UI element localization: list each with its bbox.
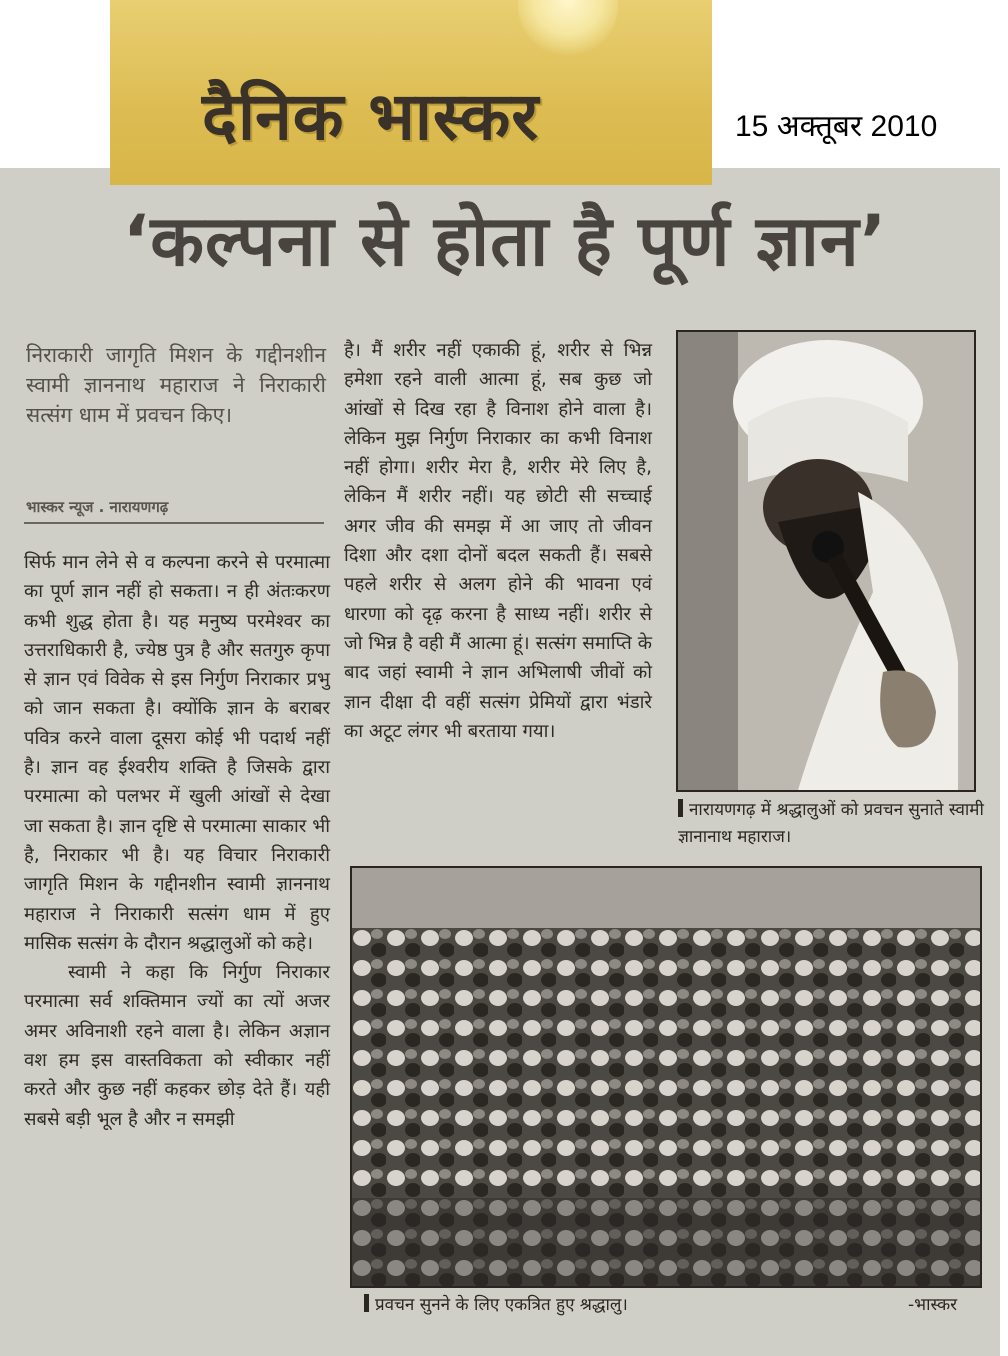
article-intro: निराकारी जागृति मिशन के गद्दीनशीन स्वामी ज्ञाननाथ महाराज ने निराकारी सत्संग धाम में प्रवचन किए। bbox=[26, 343, 326, 427]
article-column-1 bbox=[24, 548, 330, 1134]
swami-photo-caption bbox=[678, 797, 988, 851]
masthead-sun-graphic bbox=[518, 0, 618, 56]
column-1-paragraph-2: स्वामी ने कहा कि निर्गुण निराकार परमात्मा सर्व शक्तिमान ज्यों का त्यों अजर अमर अविनाशी रहने वाला है। लेकिन अज्ञान वश हम इस वास्तविकता को स्वीकार नहीं करते और कुछ नहीं कहकर छोड़ देते हैं। यही सबसे बड़ी भूल है और न समझी bbox=[24, 962, 330, 1130]
caption-marker bbox=[678, 799, 683, 817]
photo-credit: -भास्कर bbox=[908, 1295, 958, 1315]
masthead-title: दैनिक भास्कर bbox=[202, 78, 540, 155]
crowd-caption-text: प्रवचन सुनने के लिए एकत्रित हुए श्रद्धालु। bbox=[375, 1295, 628, 1315]
swami-photo bbox=[676, 330, 976, 792]
article-column-2 bbox=[344, 336, 652, 746]
headline: ‘कल्पना से होता है पूर्ण ज्ञान’ bbox=[122, 200, 888, 282]
masthead bbox=[110, 0, 712, 185]
publication-date: 15 अक्तूबर 2010 bbox=[735, 110, 938, 143]
byline-divider bbox=[24, 522, 324, 524]
column-1-paragraph-1: सिर्फ मान लेने से व कल्पना करने से परमात्मा का पूर्ण ज्ञान नहीं हो सकता। न ही अंतःकरण कभी शुद्ध होता है। यह मनुष्य परमेश्वर का उत्तराधिकारी है, ज्येष्ठ पुत्र है और सतगुरु कृपा से ज्ञान एवं विवेक से इस निर्गुण निराकार प्रभु को जान सकता है। क्योंकि ज्ञान के बराबर पवित्र करने वाला दूसरा कोई भी पदार्थ नहीं है। ज्ञान वह ईश्वरीय शक्ति है जिसके द्वारा परमात्मा को पलभर में खुली आंखों से देखा जा सकता है। ज्ञान दृष्टि से परमात्मा साकार भी है, निराकार भी है। यह विचार निराकारी जागृति मिशन के गद्दीनशीन स्वामी ज्ञाननाथ महाराज ने निराकारी सत्संग धाम में हुए मासिक सत्संग के दौरान श्रद्धालुओं को कहे। bbox=[24, 552, 330, 954]
swami-photo-illustration bbox=[678, 332, 974, 790]
swami-caption-text: नारायणगढ़ में श्रद्धालुओं को प्रवचन सुनाते स्वामी ज्ञानानाथ महाराज। bbox=[678, 800, 984, 847]
crowd-photo-caption bbox=[364, 1292, 864, 1319]
crowd-photo bbox=[350, 866, 982, 1288]
byline: भास्कर न्यूज . नारायणगढ़ bbox=[26, 498, 169, 516]
crowd-photo-illustration bbox=[352, 868, 980, 1286]
column-2-paragraph-1: है। मैं शरीर नहीं एकाकी हूं, शरीर से भिन्न हमेशा रहने वाली आत्मा हूं, सब कुछ जो आंखों से दिख रहा है विनाश होने वाला है। लेकिन मुझ निर्गुण निराकार का कभी विनाश नहीं होगा। शरीर मेरा है, शरीर मेरे लिए है, लेकिन मैं शरीर नहीं। यह छोटी सी सच्चाई अगर जीव की समझ में आ जाए तो जीवन दिशा और दशा दोनों बदल सकती हैं। सबसे पहले शरीर से अलग होने की भावना एवं धारणा को दृढ़ करना है साध्य नहीं। शरीर से जो भिन्न है वही मैं आत्मा हूं। सत्संग समाप्ति के बाद जहां स्वामी ने ज्ञान अभिलाषी जीवों को ज्ञान दीक्षा दी वहीं सत्संग प्रेमियों द्वारा भंडारे का अटूट लंगर भी बरताया गया। bbox=[344, 340, 652, 742]
caption-marker bbox=[364, 1294, 369, 1312]
